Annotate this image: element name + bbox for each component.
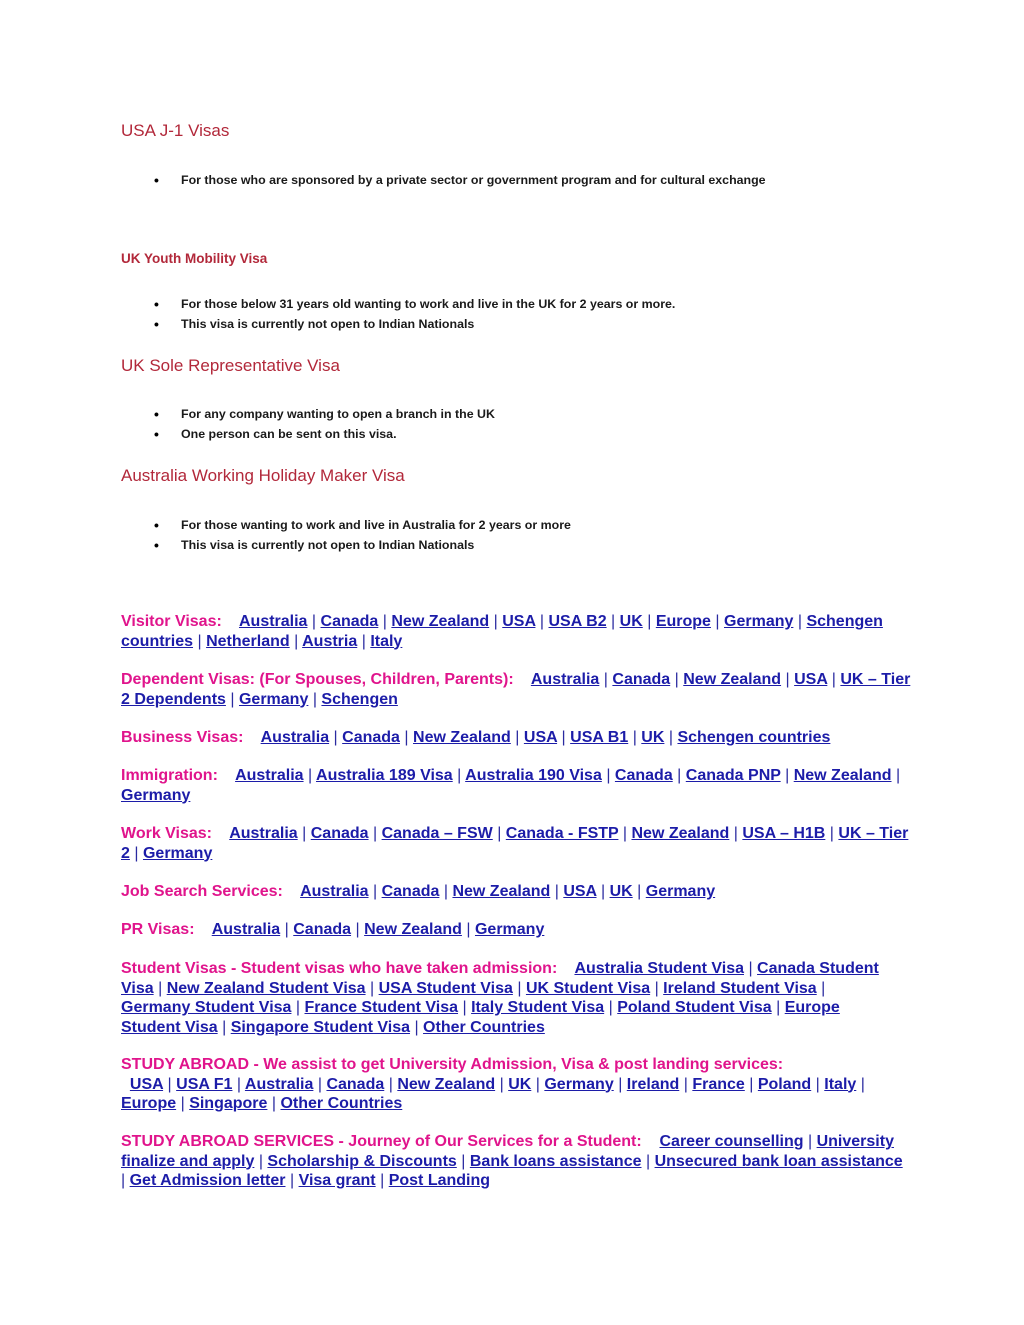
link-new-zealand[interactable]: New Zealand [413, 729, 511, 746]
link-italy[interactable]: Italy [824, 1075, 857, 1093]
link-uk[interactable]: UK [609, 883, 633, 900]
link-uk[interactable]: UK [508, 1075, 532, 1093]
link-germany[interactable]: Germany [121, 786, 191, 804]
link-usa-b2[interactable]: USA B2 [548, 613, 607, 630]
link-italy-student[interactable]: Italy Student Visa [471, 999, 605, 1016]
link-uk[interactable]: UK [619, 613, 643, 630]
link-usa[interactable]: USA [523, 729, 558, 746]
heading-uk-youth-mobility: UK Youth Mobility Visa [121, 251, 268, 266]
link-canada-student[interactable]: Canada Student Visa [121, 960, 879, 997]
link-australia[interactable]: Australia [229, 825, 298, 842]
link-new-zealand[interactable]: New Zealand [364, 921, 462, 938]
link-europe-student[interactable]: Europe Student Visa [121, 999, 840, 1036]
link-university-finalize[interactable]: University finalize and apply [121, 1133, 894, 1170]
bullet-item: • This visa is currently not open to Indian Nationals [121, 535, 921, 555]
link-other-countries[interactable]: Other Countries [280, 1095, 403, 1112]
link-australia[interactable]: Australia [211, 921, 281, 938]
link-usa-b1[interactable]: USA B1 [570, 729, 629, 746]
bullet-item: • For those wanting to work and live in Australia for 2 years or more [121, 515, 921, 535]
group-label: Student Visas - Student visas who have taken admission: [121, 960, 558, 977]
link-canada[interactable]: Canada [381, 883, 440, 900]
link-europe[interactable]: Europe [655, 613, 711, 630]
business-visas-group: Business Visas: Australia | Canada | New Zealand | USA | USA B1 | UK | Schengen countries [121, 729, 831, 746]
link-italy[interactable]: Italy [370, 632, 403, 650]
link-bank-loans[interactable]: Bank loans assistance [469, 1152, 642, 1170]
link-post-landing[interactable]: Post Landing [388, 1172, 491, 1189]
bullet-list-uk-sole-rep [121, 404, 921, 444]
immigration-group: Immigration: Australia | Australia 189 Visa | Australia 190 Visa | Canada | Canada PNP | New Zealand | Germany [121, 767, 901, 804]
link-france-student[interactable]: France Student Visa [304, 999, 459, 1016]
bullet-list-uk-youth [121, 294, 921, 334]
link-unsecured-loan[interactable]: Unsecured bank loan assistance [654, 1152, 903, 1170]
work-visas-group: Work Visas: Australia | Canada | Canada – FSW | Canada - FSTP | New Zealand | USA – H1B | UK – Tier 2 | Germany [121, 825, 909, 862]
heading-usa-j1: USA J-1 Visas [121, 121, 230, 140]
job-search-group: Job Search Services: Australia | Canada | New Zealand | USA | UK | Germany [121, 883, 716, 900]
link-singapore[interactable]: Singapore [189, 1095, 268, 1112]
link-new-zealand[interactable]: New Zealand [452, 883, 551, 900]
group-label: Business Visas: [121, 729, 244, 746]
link-germany[interactable]: Germany [645, 883, 716, 900]
link-scholarship[interactable]: Scholarship & Discounts [267, 1152, 457, 1170]
bullet-item: • This visa is currently not open to Indian Nationals [121, 314, 921, 334]
link-uk-tier2[interactable]: UK – Tier 2 [121, 825, 909, 862]
link-singapore-student[interactable]: Singapore Student Visa [230, 1018, 410, 1036]
group-label: Dependent Visas: (For Spouses, Children, Parents): [121, 671, 514, 688]
link-new-zealand[interactable]: New Zealand [793, 767, 892, 784]
link-usa-h1b[interactable]: USA – H1B [742, 825, 826, 842]
bullet-item: • For any company wanting to open a branch in the UK [121, 404, 921, 424]
student-visas-group: Student Visas - Student visas who have taken admission: Australia Student Visa | Canada Student Visa | New Zealand Student Visa | USA Student Visa | UK Student Visa | Ireland Student Visa | Germany Student Visa | France Student Visa | Italy Student Visa | Poland Student Visa | Europe Student Visa | Singapore Student Visa | Other Countries [121, 960, 879, 1036]
group-label: STUDY ABROAD - We assist to get University Admission, Visa & post landing services: [121, 1056, 784, 1073]
link-canada-pnp[interactable]: Canada PNP [685, 767, 781, 784]
visitor-visas-group: Visitor Visas: Australia | Canada | New Zealand | USA | USA B2 | UK | Europe | Germany | Schengen countries | Netherland | Austria | Italy [121, 613, 883, 650]
heading-uk-sole-rep: UK Sole Representative Visa [121, 356, 340, 375]
link-europe[interactable]: Europe [121, 1095, 177, 1112]
link-canada-fsw[interactable]: Canada – FSW [381, 825, 493, 842]
link-new-zealand[interactable]: New Zealand [391, 613, 490, 630]
link-uk-student[interactable]: UK Student Visa [525, 979, 651, 997]
heading-australia-whm: Australia Working Holiday Maker Visa [121, 466, 405, 485]
link-other-countries[interactable]: Other Countries [423, 1018, 545, 1036]
group-label: PR Visas: [121, 921, 195, 938]
link-canada[interactable]: Canada [612, 671, 671, 688]
link-usa[interactable]: USA [794, 671, 828, 688]
group-label: Job Search Services: [121, 883, 283, 900]
group-label: STUDY ABROAD SERVICES - Journey of Our Services for a Student: [121, 1133, 642, 1150]
link-germany[interactable]: Germany [544, 1075, 614, 1093]
link-austria[interactable]: Austria [302, 632, 358, 650]
link-poland-student[interactable]: Poland Student Visa [617, 999, 772, 1016]
link-australia[interactable]: Australia [530, 671, 600, 688]
link-new-zealand[interactable]: New Zealand [631, 825, 730, 842]
dependent-visas-group: Dependent Visas: (For Spouses, Children, Parents): Australia | Canada | New Zealand | USA | UK – Tier 2 Dependents | Germany | Schengen [121, 671, 911, 708]
bullet-list-usa-j1 [121, 170, 921, 190]
link-germany[interactable]: Germany [724, 613, 794, 630]
link-new-zealand-student[interactable]: New Zealand Student Visa [166, 979, 366, 997]
link-uk[interactable]: UK [641, 729, 665, 746]
link-france[interactable]: France [692, 1075, 745, 1093]
bullet-list-australia-whm [121, 515, 921, 555]
link-canada[interactable]: Canada [326, 1075, 385, 1093]
link-australia-student[interactable]: Australia Student Visa [574, 960, 744, 977]
link-australia[interactable]: Australia [300, 883, 369, 900]
link-australia-189[interactable]: Australia 189 Visa [316, 767, 453, 784]
study-abroad-group: STUDY ABROAD - We assist to get University Admission, Visa & post landing services: USA | USA F1 | Australia | Canada | New Zealand | UK | Germany | Ireland | France | Poland | Italy | Europe | Singapore | Other Countries [121, 1056, 865, 1112]
link-new-zealand[interactable]: New Zealand [397, 1075, 496, 1093]
link-australia-190[interactable]: Australia 190 Visa [465, 767, 602, 784]
link-schengen-countries[interactable]: Schengen countries [677, 729, 831, 746]
group-label: Visitor Visas: [121, 613, 222, 630]
link-ireland[interactable]: Ireland [626, 1075, 680, 1093]
study-abroad-services-group: STUDY ABROAD SERVICES - Journey of Our Services for a Student: Career counselling | University finalize and apply | Scholarship & Discounts | Bank loans assistance | Unsecured bank loan assistance | Get Admission letter | Visa grant | Post Landing [121, 1133, 903, 1189]
link-usa-f1[interactable]: USA F1 [176, 1075, 233, 1093]
link-schengen[interactable]: Schengen [321, 690, 398, 708]
link-australia[interactable]: Australia [244, 1075, 314, 1093]
link-usa[interactable]: USA [502, 613, 536, 630]
link-poland[interactable]: Poland [757, 1075, 812, 1093]
link-canada[interactable]: Canada [310, 825, 369, 842]
link-germany[interactable]: Germany [238, 690, 309, 708]
link-canada[interactable]: Canada [342, 729, 400, 746]
pr-visas-group: PR Visas: Australia | Canada | New Zealand | Germany [121, 921, 545, 938]
link-usa[interactable]: USA [129, 1075, 164, 1093]
bullet-item: • For those below 31 years old wanting to work and live in the UK for 2 years or more. [121, 294, 921, 314]
link-uk-tier2-dependents[interactable]: UK – Tier 2 Dependents [121, 671, 911, 708]
bullet-item: • For those who are sponsored by a private sector or government program and for cultural exchange [121, 170, 921, 190]
bullet-item: • One person can be sent on this visa. [121, 424, 921, 444]
link-canada[interactable]: Canada [320, 613, 379, 630]
link-australia[interactable]: Australia [260, 729, 330, 746]
link-usa[interactable]: USA [563, 883, 597, 900]
link-canada-fstp[interactable]: Canada - FSTP [505, 825, 619, 842]
link-canada[interactable]: Canada [614, 767, 673, 784]
link-germany-student[interactable]: Germany Student Visa [121, 999, 292, 1016]
link-admission-letter[interactable]: Get Admission letter [129, 1172, 286, 1189]
link-visa-grant[interactable]: Visa grant [298, 1172, 376, 1189]
group-label: Work Visas: [121, 825, 213, 842]
link-schengen-countries[interactable]: Schengen countries [121, 613, 883, 650]
link-australia[interactable]: Australia [235, 767, 304, 784]
link-netherland[interactable]: Netherland [206, 632, 290, 650]
link-germany[interactable]: Germany [142, 844, 213, 862]
link-germany[interactable]: Germany [474, 921, 545, 938]
link-career-counselling[interactable]: Career counselling [659, 1133, 804, 1150]
link-new-zealand[interactable]: New Zealand [683, 671, 782, 688]
group-label: Immigration: [121, 767, 218, 784]
link-usa-student[interactable]: USA Student Visa [378, 979, 513, 997]
link-canada[interactable]: Canada [293, 921, 352, 938]
link-australia[interactable]: Australia [238, 613, 308, 630]
link-ireland-student[interactable]: Ireland Student Visa [663, 979, 817, 997]
